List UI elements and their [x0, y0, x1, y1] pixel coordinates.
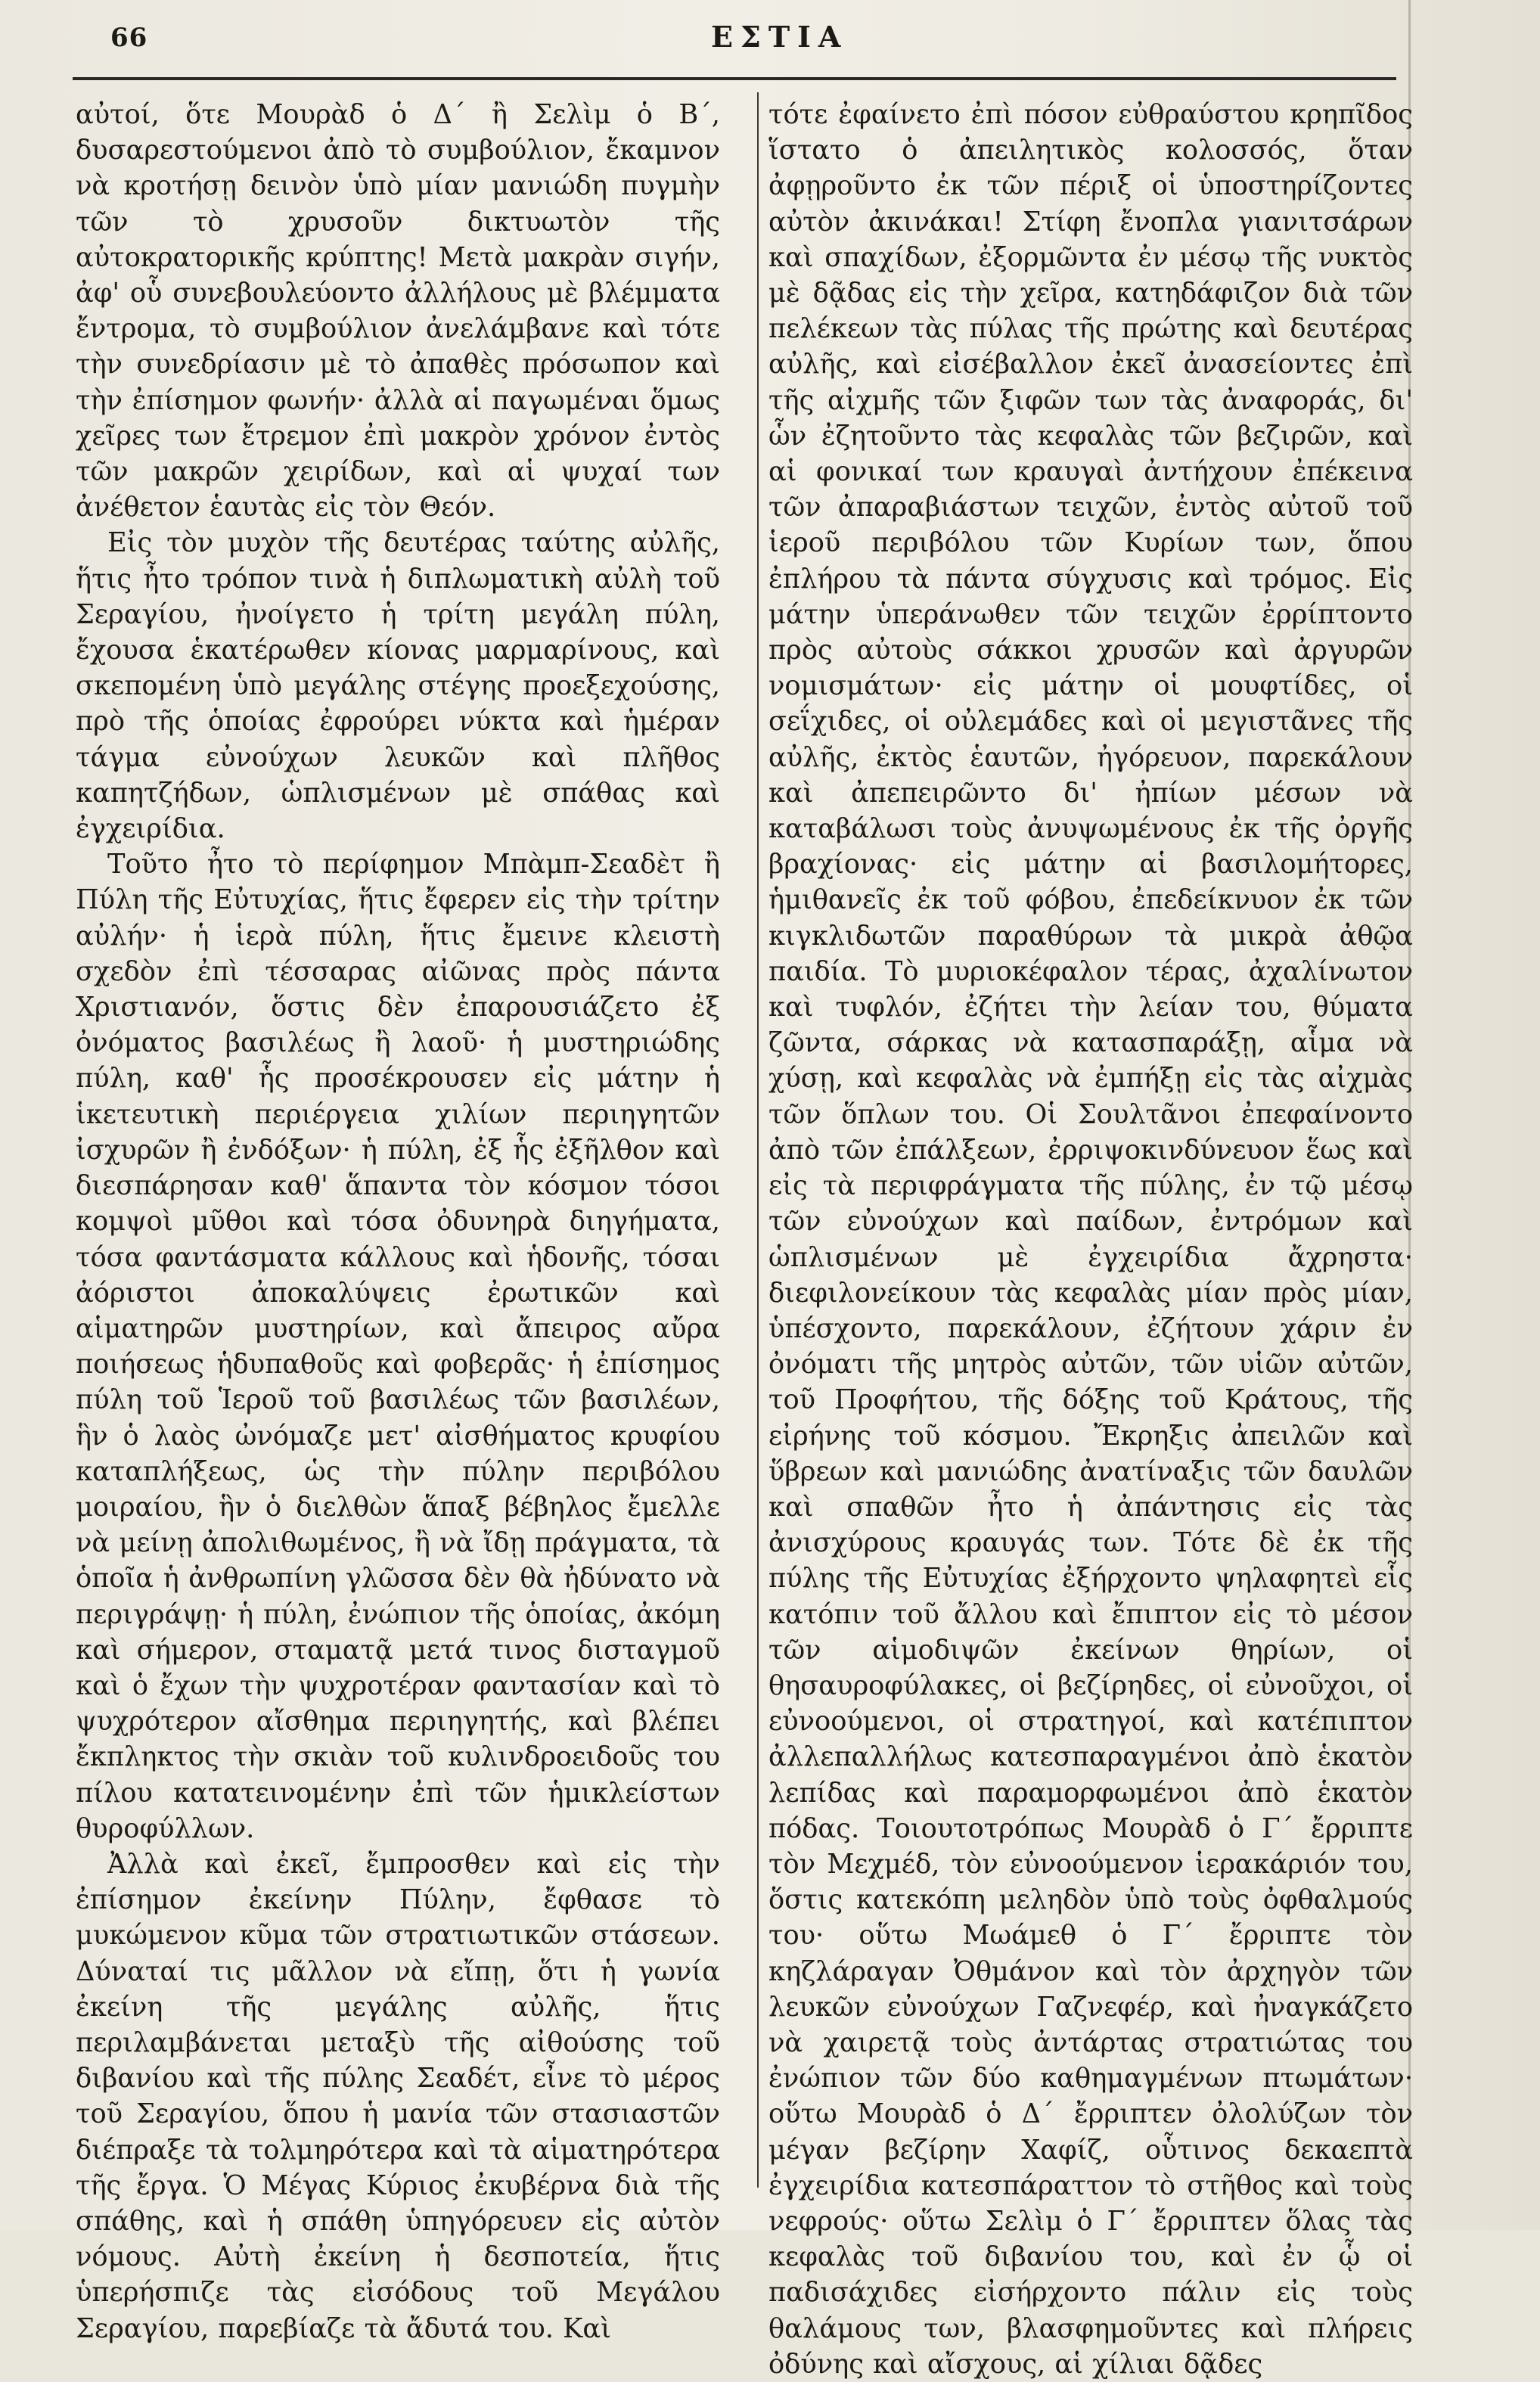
journal-title: ΕΣΤΙΑ — [711, 20, 849, 54]
paragraph: Εἰς τὸν μυχὸν τῆς δευτέρας ταύτης αὐλῆς, ἥτις ἦτο τρόπον τινὰ ἡ διπλωματικὴ αὐλὴ τοῦ Σεραγίου, ἠνοίγετο ἡ τρίτη μεγάλη πύλη, ἔχουσα ἑκατέρωθεν κίονας μαρμαρίνους, καὶ σκεπομένη ὑπὸ μεγάλης στέγης προεξεχούσης, πρὸ τῆς ὁποίας ἐφρούρει νύκτα καὶ ἡμέραν τάγμα εὐνούχων λευκῶν καὶ πλῆθος καπητζήδων, ὡπλισμένων μὲ σπάθας καὶ ἐγχειρίδια. — [76, 527, 720, 845]
right-column — [768, 97, 1413, 2382]
paragraph: Ἀλλὰ καὶ ἐκεῖ, ἔμπροσθεν καὶ εἰς τὴν ἐπίσημον ἐκείνην Πύλην, ἔφθασε τὸ μυκώμενον κῦμα τῶν στρατιωτικῶν στάσεων. Δύναταί τις μᾶλλον νὰ εἴπῃ, ὅτι ἡ γωνία ἐκείνη τῆς μεγάλης αὐλῆς, ἥτις περιλαμβάνεται μεταξὺ τῆς αἰθούσης τοῦ διβανίου καὶ τῆς πύλης Σεαδέτ, εἶνε τὸ μέρος τοῦ Σεραγίου, ὅπου ἡ μανία τῶν στασιαστῶν διέπραξε τὰ τολμηρότερα καὶ τὰ αἱματηρότερα τῆς ἔργα. Ὁ Μέγας Κύριος ἐκυβέρνα διὰ τῆς σπάθης, καὶ ἡ σπάθη ὑπηγόρευεν εἰς αὐτὸν νόμους. Αὐτὴ ἐκείνη ἡ δεσποτεία, ἥτις ὑπερήσπιζε τὰς εἰσόδους τοῦ Μεγάλου Σεραγίου, παρεβίαζε τὰ ἄδυτά του. Καὶ — [76, 1848, 720, 2344]
paragraph: αὐτοί, ὅτε Μουρὰδ ὁ Δ΄ ἢ Σελὶμ ὁ Β΄, δυσαρεστούμενοι ἀπὸ τὸ συμβούλιον, ἔκαμνον νὰ κροτήσῃ δεινὸν ὑπὸ μίαν μανιώδη πυγμὴν τῶν τὸ χρυσοῦν δικτυωτὸν τῆς αὐτοκρατορικῆς κρύπτης! Μετὰ μακρὰν σιγήν, ἀφ' οὗ συνεβουλεύοντο ἀλλήλους μὲ βλέμματα ἔντρομα, τὸ συμβούλιον ἀνελάμβανε καὶ τότε τὴν συνεδρίασιν μὲ τὸ ἀπαθὲς πρόσωπον καὶ τὴν ἐπίσημον φωνήν· ἀλλὰ αἱ παγωμέναι ὅμως χεῖρες των ἔτρεμον ἐπὶ μακρὸν χρόνον ἐντὸς τῶν μακρῶν χειρίδων, καὶ αἱ ψυχαί των ἀνέθετον ἑαυτὰς εἰς τὸν Θεόν. — [76, 99, 720, 523]
left-column — [76, 97, 720, 2346]
column-divider — [757, 92, 759, 2188]
header-rule — [73, 77, 1396, 80]
paragraph: τότε ἐφαίνετο ἐπὶ πόσον εὐθραύστου κρηπῖδος ἵστατο ὁ ἀπειλητικὸς κολοσσός, ὅταν ἀφῃροῦντο ἐκ τῶν πέριξ οἱ ὑποστηρίζοντες αὐτὸν ἀκινάκαι! Στίφη ἔνοπλα γιανιτσάρων καὶ σπαχίδων, ἐξορμῶντα ἐν μέσῳ τῆς νυκτὸς μὲ δᾷδας εἰς τὴν χεῖρα, κατηδάφιζον διὰ τῶν πελέκεων τὰς πύλας τῆς πρώτης καὶ δευτέρας αὐλῆς, καὶ εἰσέβαλλον ἐκεῖ ἀνασείοντες ἐπὶ τῆς αἰχμῆς τῶν ξιφῶν των τὰς ἀναφοράς, δι' ὧν ἐζητοῦντο τὰς κεφαλὰς τῶν βεζιρῶν, καὶ αἱ φονικαί των κραυγαὶ ἀντήχουν ἐπέκεινα τῶν ἀπαραβιάστων τειχῶν, ἐντὸς αὐτοῦ τοῦ ἱεροῦ περιβόλου τῶν Κυρίων των, ὅπου ἐπλήρου τὰ πάντα σύγχυσις καὶ τρόμος. Εἰς μάτην ὑπεράνωθεν τῶν τειχῶν ἐρρίπτοντο πρὸς αὐτοὺς σάκκοι χρυσῶν καὶ ἀργυρῶν νομισμάτων· εἰς μάτην οἱ μουφτίδες, οἱ σεΐχιδες, οἱ οὐλεμάδες καὶ οἱ μεγιστᾶνες τῆς αὐλῆς, ἐκτὸς ἑαυτῶν, ἠγόρευον, παρεκάλουν καὶ ἀπεπειρῶντο δι' ἠπίων μέσων νὰ καταβάλωσι τοὺς ἀνυψωμένους ἐκ τῆς ὀργῆς βραχίονας· εἰς μάτην αἱ βασιλομήτορες, ἡμιθανεῖς ἐκ τοῦ φόβου, ἐπεδείκνυον ἐκ τῶν κιγκλιδωτῶν παραθύρων τὰ μικρὰ ἀθῷα παιδία. Τὸ μυριοκέφαλον τέρας, ἀχαλίνωτον καὶ τυφλόν, ἐζήτει τὴν λείαν του, θύματα ζῶντα, σάρκας νὰ κατασπαράξῃ, αἷμα νὰ χύσῃ, καὶ κεφαλὰς νὰ ἐμπήξῃ εἰς τὰς αἰχμὰς τῶν ὅπλων του. Οἱ Σουλτᾶνοι ἐπεφαίνοντο ἀπὸ τῶν ἐπάλξεων, ἐρριψοκινδύνευον ἕως καὶ εἰς τὰ περιφράγματα τῆς πύλης, ἐν τῷ μέσῳ τῶν εὐνούχων καὶ παίδων, ἐντρόμων καὶ ὡπλισμένων μὲ ἐγχειρίδια ἄχρηστα· διεφιλονείκουν τὰς κεφαλὰς μίαν πρὸς μίαν, ὑπέσχοντο, παρεκάλουν, ἐζήτουν χάριν ἐν ὀνόματι τῆς μητρὸς αὐτῶν, τῶν υἱῶν αὐτῶν, τοῦ Προφήτου, τῆς δόξης τοῦ Κράτους, τῆς εἰρήνης τοῦ κόσμου. Ἔκρηξις ἀπειλῶν καὶ ὕβρεων καὶ μανιώδης ἀνατίναξις τῶν δαυλῶν καὶ σπαθῶν ἦτο ἡ ἀπάντησις εἰς τὰς ἀνισχύρους κραυγάς των. Τότε δὲ ἐκ τῆς πύλης τῆς Εὐτυχίας ἐξήρχοντο ψηλαφητεὶ εἷς κατόπιν τοῦ ἄλλου καὶ ἔπιπτον εἰς τὸ μέσον τῶν αἱμοδιψῶν ἐκείνων θηρίων, οἱ θησαυροφύλακες, οἱ βεζίρηδες, οἱ εὐνοῦχοι, οἱ εὐνοούμενοι, οἱ στρατηγοί, καὶ κατέπιπτον ἀλλεπαλλήλως κατεσπαραγμένοι ἀπὸ ἑκατὸν λεπίδας καὶ παραμορφωμένοι ἀπὸ ἑκατὸν πόδας. Τοιουτοτρόπως Μουρὰδ ὁ Γ΄ ἔρριπτε τὸν Μεχμέδ, τὸν εὐνοούμενον ἱερακάριόν του, ὅστις κατεκόπη μεληδὸν ὑπὸ τοὺς ὀφθαλμούς του· οὕτω Μωάμεθ ὁ Γ΄ ἔρριπτε τὸν κηζλάραγαν Ὀθμάνον καὶ τὸν ἀρχηγὸν τῶν λευκῶν εὐνούχων Γαζνεφέρ, καὶ ἠναγκάζετο νὰ χαιρετᾷ τοὺς ἀντάρτας στρατιώτας του ἐνώπιον τῶν δύο καθημαγμένων πτωμάτων· οὕτω Μουρὰδ ὁ Δ΄ ἔρριπτεν ὀλολύζων τὸν μέγαν βεζίρην Χαφίζ, οὗτινος δεκαεπτὰ ἐγχειρίδια κατεσπάραττον τὸ στῆθος καὶ τοὺς νεφρούς· οὕτω Σελὶμ ὁ Γ΄ ἔρριπτεν ὅλας τὰς κεφαλὰς τοῦ διβανίου του, καὶ ἐν ᾧ οἱ παδισάχιδες εἰσήρχοντο πάλιν εἰς τοὺς θαλάμους των, βλασφημοῦντες καὶ πλήρεις ὀδύνης καὶ αἴσχους, αἱ χίλιαι δᾷδες — [768, 99, 1413, 2380]
page-number: 66 — [110, 23, 148, 53]
paragraph: Τοῦτο ἦτο τὸ περίφημον Μπὰμπ-Σεαδὲτ ἢ Πύλη τῆς Εὐτυχίας, ἥτις ἔφερεν εἰς τὴν τρίτην αὐλήν· ἡ ἱερὰ πύλη, ἥτις ἔμεινε κλειστὴ σχεδὸν ἐπὶ τέσσαρας αἰῶνας πρὸς πάντα Χριστιανόν, ὅστις δὲν ἐπαρουσιάζετο ἐξ ὀνόματος βασιλέως ἢ λαοῦ· ἡ μυστηριώδης πύλη, καθ' ἧς προσέκρουσεν εἰς μάτην ἡ ἱκετευτικὴ περιέργεια χιλίων περιηγητῶν ἰσχυρῶν ἢ ἐνδόξων· ἡ πύλη, ἐξ ἧς ἐξῆλθον καὶ διεσπάρησαν καθ' ἅπαντα τὸν κόσμον τόσοι κομψοὶ μῦθοι καὶ τόσα ὀδυνηρὰ διηγήματα, τόσα φαντάσματα κάλλους καὶ ἡδονῆς, τόσαι ἀόριστοι ἀποκαλύψεις ἐρωτικῶν καὶ αἱματηρῶν μυστηρίων, καὶ ἄπειρος αὔρα ποιήσεως ἡδυπαθοῦς καὶ φοβερᾶς· ἡ ἐπίσημος πύλη τοῦ Ἱεροῦ τοῦ βασιλέως τῶν βασιλέων, ἣν ὁ λαὸς ὠνόμαζε μετ' αἰσθήματος κρυφίου καταπλήξεως, ὡς τὴν πύλην περιβόλου μοιραίου, ἣν ὁ διελθὼν ἅπαξ βέβηλος ἔμελλε νὰ μείνῃ ἀπολιθωμένος, ἢ νὰ ἴδῃ πράγματα, τὰ ὁποῖα ἡ ἀνθρωπίνη γλῶσσα δὲν θὰ ἠδύνατο νὰ περιγράψῃ· ἡ πύλη, ἐνώπιον τῆς ὁποίας, ἀκόμη καὶ σήμερον, σταματᾷ μετά τινος δισταγμοῦ καὶ ὁ ἔχων τὴν ψυχροτέραν φαντασίαν καὶ τὸ ψυχρότερον αἴσθημα περιηγητής, καὶ βλέπει ἔκπληκτος τὴν σκιὰν τοῦ κυλινδροειδοῦς του πίλου κατατεινομένην ἐπὶ τῶν ἡμικλείστων θυροφύλλων. — [76, 849, 720, 1844]
